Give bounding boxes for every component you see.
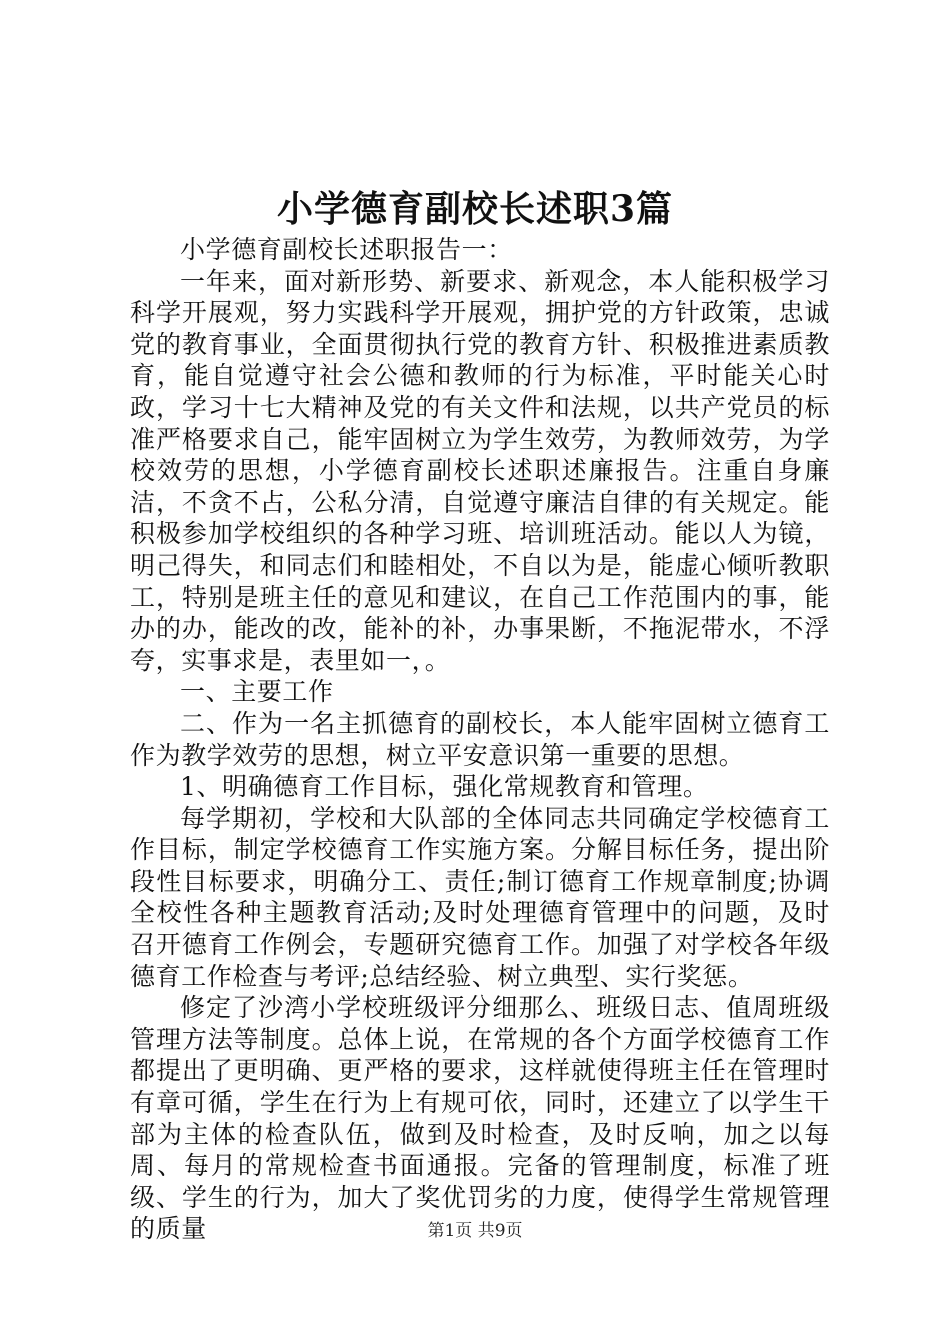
paragraph-role: 二、作为一名主抓德育的副校长，本人能牢固树立德育工作为教学效劳的思想，树立平安意识第一重要的思想。 [130,708,830,770]
paragraph-subheading: 1、明确德育工作目标，强化常规教育和管理。 [180,772,709,802]
document-title: 小学德育副校长述职3篇 [276,188,674,230]
paragraph-section-heading: 一、主要工作 [180,677,334,707]
document-body [130,234,830,1245]
paragraph-rules: 修定了沙湾小学校班级评分细那么、班级日志、值周班级管理方法等制度。总体上说，在常规的各个方面学校德育工作都提出了更明确、更严格的要求，这样就使得班主任在管理时有章可循，学生在行为上有规可依，同时，还建立了以学生干部为主体的检查队伍，做到及时检查，及时反响，加之以每周、每月的常规检查书面通报。完备的管理制度，标准了班级、学生的行为，加大了奖优罚劣的力度，使得学生常规管理的质量 [130,993,830,1244]
paragraph-goals: 每学期初，学校和大队部的全体同志共同确定学校德育工作目标，制定学校德育工作实施方案。分解目标任务，提出阶段性目标要求，明确分工、责任;制订德育工作规章制度;协调全校性各种主题教育活动;及时处理德育管理中的问题，及时召开德育工作例会，专题研究德育工作。加强了对学校各年级德育工作检查与考评;总结经验、树立典型、实行奖惩。 [130,803,830,991]
paragraph-report-heading: 小学德育副校长述职报告一： [180,235,513,264]
page-number-footer: 第1页 共9页 [427,1221,523,1241]
paragraph-overview: 一年来，面对新形势、新要求、新观念，本人能积极学习科学开展观，努力实践科学开展观，拥护党的方针政策，忠诚党的教育事业，全面贯彻执行党的教育方针、积极推进素质教育，能自觉遵守社会公德和教师的行为标准，平时能关心时政，学习十七大精神及党的有关文件和法规，以共产党员的标准严格要求自己，能牢固树立为学生效劳，为教师效劳，为学校效劳的思想，小学德育副校长述职述廉报告。注重自身廉洁，不贪不占，公私分清，自觉遵守廉洁自律的有关规定。能积极参加学校组织的各种学习班、培训班活动。能以人为镜，明己得失，和同志们和睦相处，不自以为是，能虚心倾听教职工，特别是班主任的意见和建议，在自己工作范围内的事，能办的办，能改的改，能补的补，办事果断，不拖泥带水，不浮夸，实事求是，表里如一，。 [130,266,830,675]
